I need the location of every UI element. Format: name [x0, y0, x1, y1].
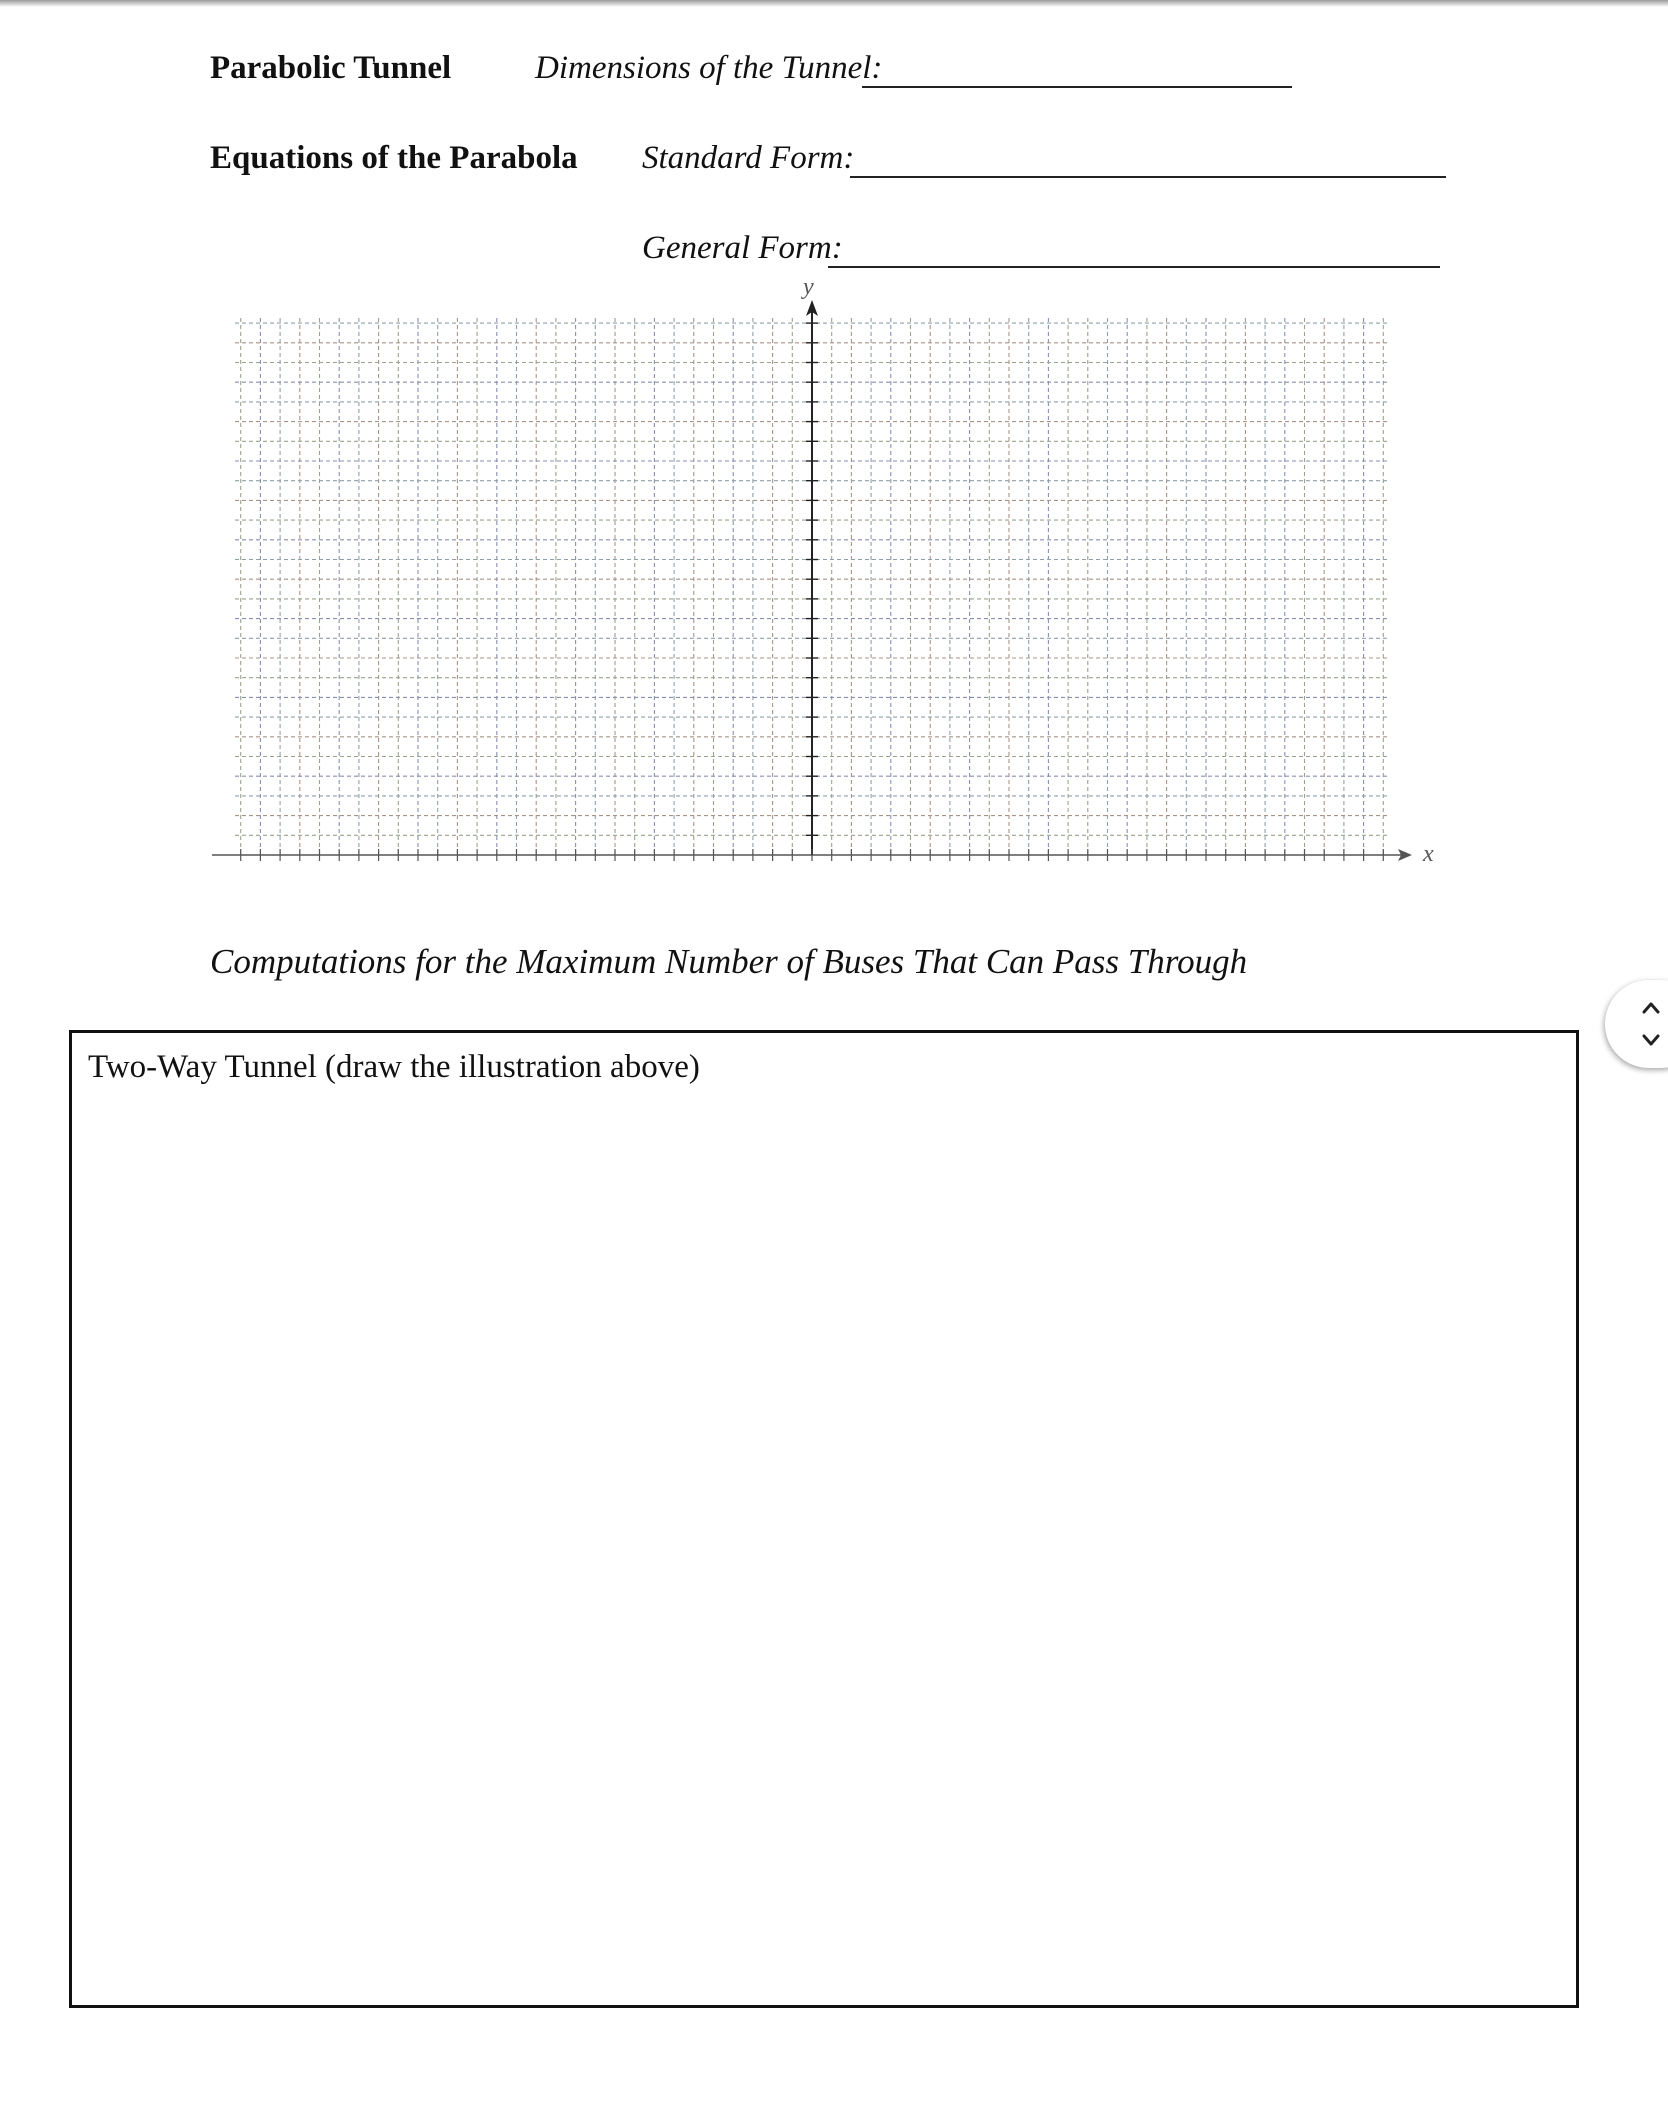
standard-form-label: Standard Form: — [642, 140, 855, 176]
chevron-down-icon[interactable] — [1641, 1030, 1661, 1050]
two-way-tunnel-caption: Two-Way Tunnel (draw the illustration above) — [88, 1049, 700, 1085]
y-axis-label: y — [803, 274, 814, 300]
two-way-tunnel-drawing-area[interactable] — [69, 1030, 1579, 2008]
page-navigation — [1605, 980, 1668, 1068]
equations-heading: Equations of the Parabola — [210, 140, 578, 176]
chevron-up-icon[interactable] — [1641, 998, 1661, 1018]
computations-heading: Computations for the Maximum Number of Buses That Can Pass Through — [210, 942, 1248, 981]
coordinate-grid[interactable] — [0, 0, 1668, 900]
worksheet-title: Parabolic Tunnel — [210, 50, 452, 86]
general-form-label: General Form: — [642, 230, 843, 266]
dimensions-label: Dimensions of the Tunnel: — [535, 50, 883, 86]
x-axis-label: x — [1423, 841, 1434, 867]
